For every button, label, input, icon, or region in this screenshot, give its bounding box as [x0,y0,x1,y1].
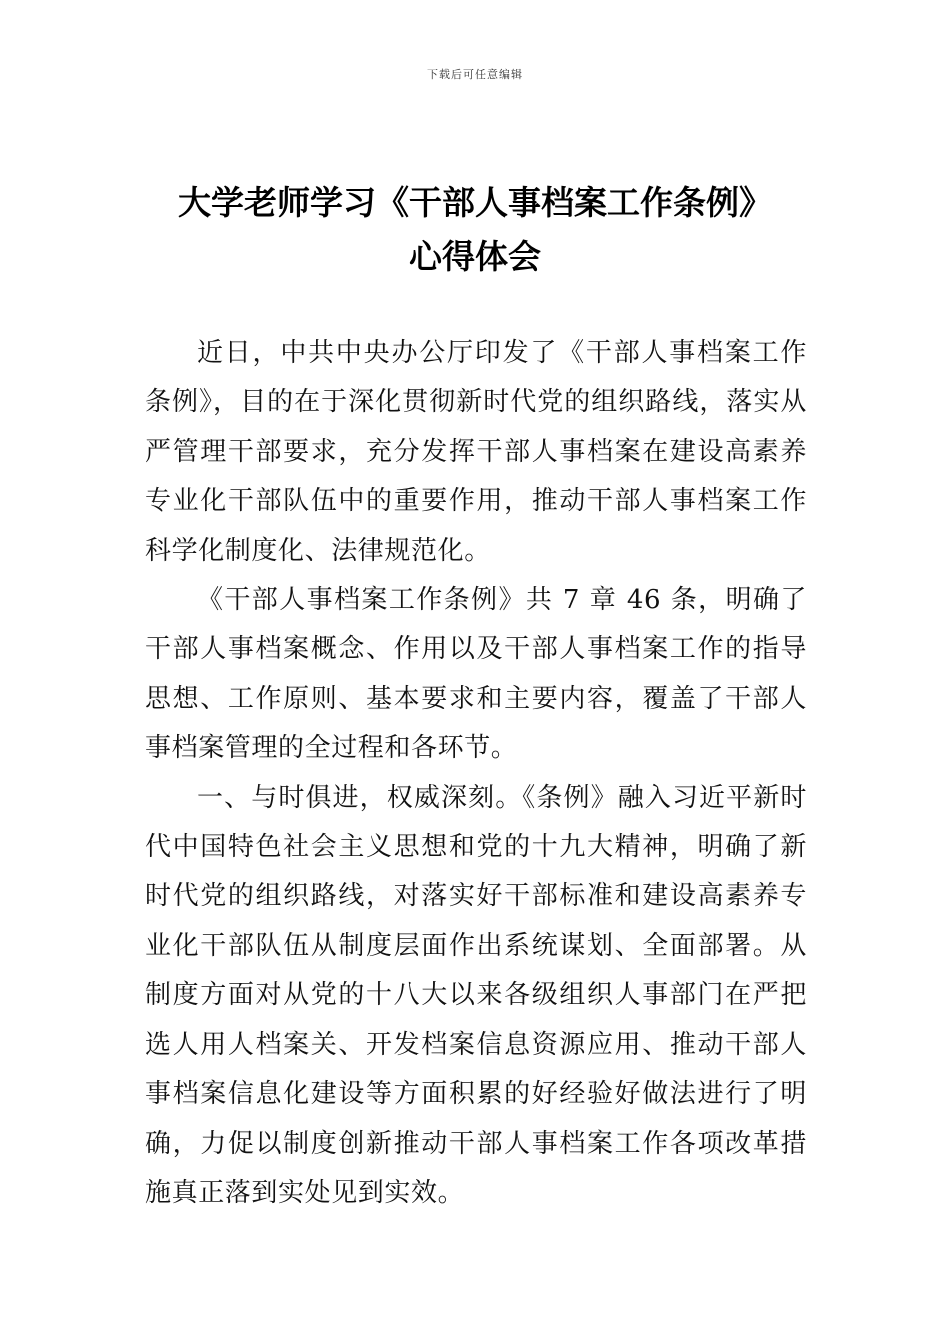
paragraph-1: 近日，中共中央办公厅印发了《干部人事档案工作条例》，目的在于深化贯彻新时代党的组织路线，落实从严管理干部要求，充分发挥干部人事档案在建设高素养专业化干部队伍中的重要作用，推动干部人事档案工作科学化制度化、法律规范化。 [145,338,807,566]
paragraph-3: 一、与时俱进，权威深刻。《条例》融入习近平新时代中国特色社会主义思想和党的十九大精神，明确了新时代党的组织路线，对落实好干部标准和建设高素养专业化干部队伍从制度层面作出系统谋划、全面部署。从制度方面对从党的十八大以来各级组织人事部门在严把选人用人档案关、开发档案信息资源应用、推动干部人事档案信息化建设等方面积累的好经验好做法进行了明确，力促以制度创新推动干部人事档案工作各项改革措施真正落到实处见到实效。 [145,782,807,1208]
title-line-1: 大学老师学习《干部人事档案工作条例》 [178,183,772,222]
header-note: 下载后可任意编辑 [427,68,523,81]
title-line-2: 心得体会 [409,237,541,276]
document-title [100,176,850,284]
document-body [145,329,807,1218]
paragraph-2: 《干部人事档案工作条例》共 7 章 46 条，明确了干部人事档案概念、作用以及干部人事档案工作的指导思想、工作原则、基本要求和主要内容，覆盖了干部人事档案管理的全过程和各环节。 [145,585,807,764]
